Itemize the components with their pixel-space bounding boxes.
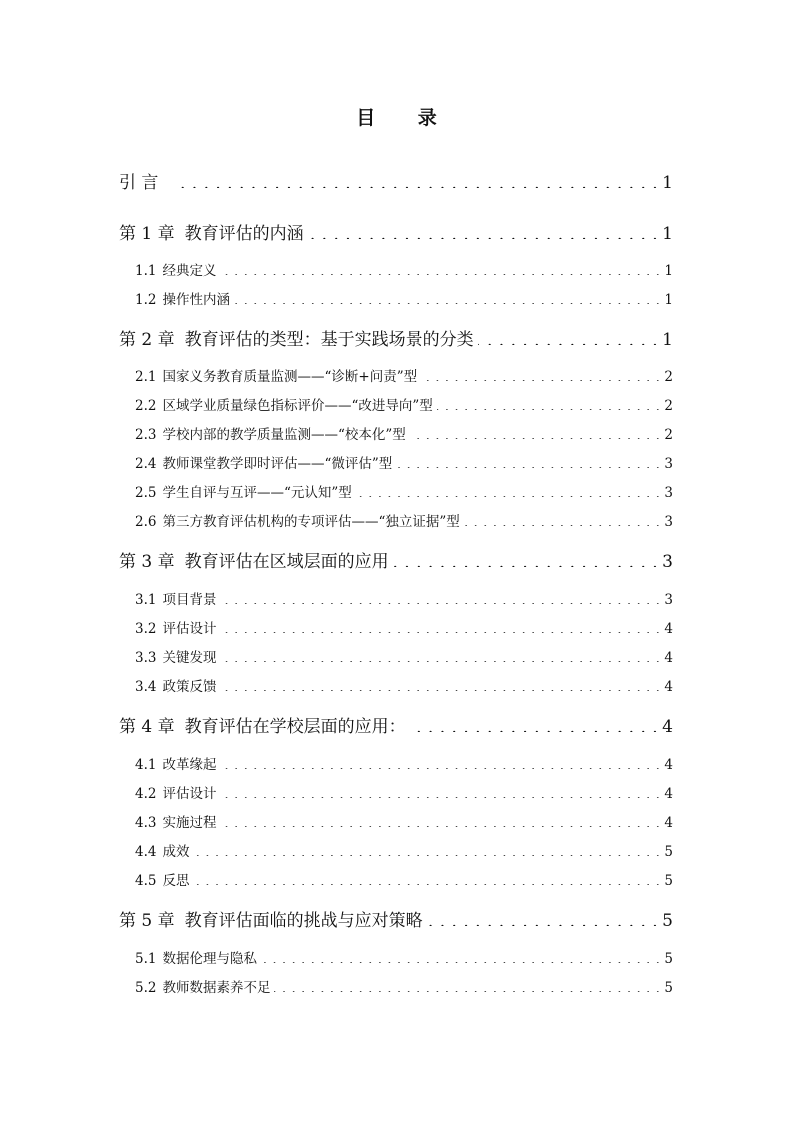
toc-entry-page-number: 4 bbox=[664, 650, 673, 666]
toc-section-entry[interactable] bbox=[119, 871, 673, 891]
toc-entry-number: 引 言 bbox=[119, 173, 159, 193]
toc-entry-number: 2.4 bbox=[135, 456, 157, 472]
toc-entry-label: 改革缘起 bbox=[162, 757, 217, 773]
dot-leader bbox=[220, 678, 660, 692]
toc-entry-page-number: 1 bbox=[662, 173, 673, 193]
toc-section-entry[interactable] bbox=[119, 290, 673, 310]
dot-leader bbox=[308, 222, 659, 239]
toc-chapter-entry[interactable] bbox=[119, 327, 673, 353]
dot-leader bbox=[410, 426, 661, 440]
toc-entry-page-number: 2 bbox=[664, 398, 673, 414]
toc-entry-number: 4.4 bbox=[135, 844, 157, 860]
dot-leader bbox=[274, 979, 660, 993]
toc-entry-number: 2.1 bbox=[135, 369, 157, 385]
toc-entry-number: 第 3 章 bbox=[119, 552, 175, 572]
toc-entry-page-number: 2 bbox=[664, 427, 673, 443]
toc-entry-number: 第 4 章 bbox=[119, 717, 175, 737]
toc-section-entry[interactable] bbox=[119, 512, 673, 532]
toc-section-entry[interactable] bbox=[119, 396, 673, 416]
toc-entry-label: 学生自评与互评——“元认知”型 bbox=[162, 485, 352, 501]
toc-section-entry[interactable] bbox=[119, 842, 673, 862]
toc-section-entry[interactable] bbox=[119, 483, 673, 503]
toc-entry-number: 1.2 bbox=[135, 292, 157, 308]
dot-leader bbox=[220, 814, 660, 828]
toc-entry-label: 教育评估的类型：基于实践场景的分类 bbox=[184, 330, 474, 350]
toc-chapter-entry[interactable] bbox=[119, 714, 673, 740]
dot-leader bbox=[261, 950, 660, 964]
dot-leader bbox=[437, 397, 661, 411]
toc-entry-label: 教育评估面临的挑战与应对策略 bbox=[184, 911, 423, 931]
toc-entry-page-number: 4 bbox=[664, 621, 673, 637]
dot-leader bbox=[478, 328, 659, 345]
toc-section-entry[interactable] bbox=[119, 425, 673, 445]
toc-entry-number: 第 2 章 bbox=[119, 330, 175, 350]
toc-entry-number: 3.3 bbox=[135, 650, 157, 666]
toc-entry-page-number: 2 bbox=[664, 369, 673, 385]
toc-entry-page-number: 4 bbox=[664, 786, 673, 802]
toc-entry-page-number: 5 bbox=[664, 873, 673, 889]
toc-entry-label: 教育评估的内涵 bbox=[184, 224, 304, 244]
toc-entry-label: 反思 bbox=[162, 873, 190, 889]
toc-entry-page-number: 4 bbox=[662, 717, 673, 737]
toc-entry-number: 2.5 bbox=[135, 485, 157, 501]
toc-chapter-entry[interactable] bbox=[119, 170, 673, 196]
dot-leader bbox=[410, 715, 659, 732]
dot-leader bbox=[396, 455, 660, 469]
toc-entry-number: 3.1 bbox=[135, 592, 157, 608]
toc-entry-page-number: 5 bbox=[664, 951, 673, 967]
dot-leader bbox=[421, 368, 660, 382]
toc-entry-label: 教育评估在区域层面的应用 bbox=[184, 552, 389, 572]
toc-section-entry[interactable] bbox=[119, 648, 673, 668]
toc-entry-page-number: 4 bbox=[664, 679, 673, 695]
toc-entry-number: 3.4 bbox=[135, 679, 157, 695]
dot-leader bbox=[393, 550, 659, 567]
toc-section-entry[interactable] bbox=[119, 784, 673, 804]
toc-section-entry[interactable] bbox=[119, 619, 673, 639]
dot-leader bbox=[172, 171, 658, 188]
toc-chapter-entry[interactable] bbox=[119, 549, 673, 575]
dot-leader bbox=[220, 649, 660, 663]
toc-entry-page-number: 1 bbox=[664, 263, 673, 279]
toc-entry-number: 4.3 bbox=[135, 815, 157, 831]
toc-section-entry[interactable] bbox=[119, 677, 673, 697]
toc-entry-number: 5.1 bbox=[135, 951, 157, 967]
toc-entry-page-number: 5 bbox=[662, 911, 673, 931]
toc-entry-page-number: 3 bbox=[664, 514, 673, 530]
toc-entry-label: 操作性内涵 bbox=[162, 292, 230, 308]
toc-entry-number: 4.5 bbox=[135, 873, 157, 889]
toc-entry-page-number: 1 bbox=[662, 224, 673, 244]
toc-entry-number: 2.2 bbox=[135, 398, 157, 414]
toc-entry-number: 2.6 bbox=[135, 514, 157, 530]
toc-section-entry[interactable] bbox=[119, 261, 673, 281]
dot-leader bbox=[220, 262, 660, 276]
dot-leader bbox=[193, 843, 660, 857]
toc-section-entry[interactable] bbox=[119, 949, 673, 969]
toc-entry-page-number: 4 bbox=[664, 815, 673, 831]
toc-section-entry[interactable] bbox=[119, 454, 673, 474]
toc-entry-number: 3.2 bbox=[135, 621, 157, 637]
toc-entry-number: 2.3 bbox=[135, 427, 157, 443]
toc-entry-page-number: 1 bbox=[662, 330, 673, 350]
toc-entry-page-number: 5 bbox=[664, 980, 673, 996]
toc-section-entry[interactable] bbox=[119, 755, 673, 775]
toc-section-entry[interactable] bbox=[119, 590, 673, 610]
dot-leader bbox=[427, 909, 659, 926]
toc-entry-label: 政策反馈 bbox=[162, 679, 217, 695]
toc-entry-label: 经典定义 bbox=[162, 263, 217, 279]
toc-entry-number: 4.2 bbox=[135, 786, 157, 802]
toc-entry-label: 数据伦理与隐私 bbox=[162, 951, 257, 967]
toc-entry-page-number: 3 bbox=[664, 456, 673, 472]
toc-entry-number: 4.1 bbox=[135, 757, 157, 773]
toc-entry-label: 第三方教育评估机构的专项评估——“独立证据”型 bbox=[162, 514, 460, 530]
dot-leader bbox=[220, 785, 660, 799]
dot-leader bbox=[220, 620, 660, 634]
toc-entry-number: 5.2 bbox=[135, 980, 157, 996]
toc-entry-label: 评估设计 bbox=[162, 621, 217, 637]
toc-entry-label: 关键发现 bbox=[162, 650, 217, 666]
toc-entry-label: 区域学业质量绿色指标评价——“改进导向”型 bbox=[162, 398, 433, 414]
toc-entry-label: 教师数据素养不足 bbox=[162, 980, 271, 996]
toc-entry-label: 教师课堂教学即时评估——“微评估”型 bbox=[162, 456, 393, 472]
toc-section-entry[interactable] bbox=[119, 367, 673, 387]
toc-entry-label: 项目背景 bbox=[162, 592, 217, 608]
dot-leader bbox=[193, 872, 660, 886]
toc-entry-page-number: 3 bbox=[664, 485, 673, 501]
toc-entry-number: 第 1 章 bbox=[119, 224, 175, 244]
toc-entry-number: 第 5 章 bbox=[119, 911, 175, 931]
toc-entry-label: 教育评估在学校层面的应用： bbox=[184, 717, 406, 737]
dot-leader bbox=[220, 756, 660, 770]
toc-title: 目 录 bbox=[356, 107, 455, 129]
toc-entry-page-number: 3 bbox=[664, 592, 673, 608]
toc-entry-page-number: 1 bbox=[664, 292, 673, 308]
toc-entry-page-number: 5 bbox=[664, 844, 673, 860]
toc-entry-number: 1.1 bbox=[135, 263, 157, 279]
toc-section-entry[interactable] bbox=[119, 813, 673, 833]
toc-entry-label: 学校内部的教学质量监测——“校本化”型 bbox=[162, 427, 406, 443]
toc-chapter-entry[interactable] bbox=[119, 221, 673, 247]
toc-entry-page-number: 3 bbox=[662, 552, 673, 572]
toc-entry-label: 国家义务教育质量监测——“诊断+问责”型 bbox=[162, 369, 418, 385]
dot-leader bbox=[220, 591, 660, 605]
dot-leader bbox=[234, 291, 660, 305]
toc-chapter-entry[interactable] bbox=[119, 908, 673, 934]
toc-entry-label: 评估设计 bbox=[162, 786, 217, 802]
dot-leader bbox=[464, 513, 661, 527]
dot-leader bbox=[356, 484, 661, 498]
toc-entry-label: 成效 bbox=[162, 844, 190, 860]
toc-entry-page-number: 4 bbox=[664, 757, 673, 773]
toc-entry-label: 实施过程 bbox=[162, 815, 217, 831]
toc-section-entry[interactable] bbox=[119, 978, 673, 998]
